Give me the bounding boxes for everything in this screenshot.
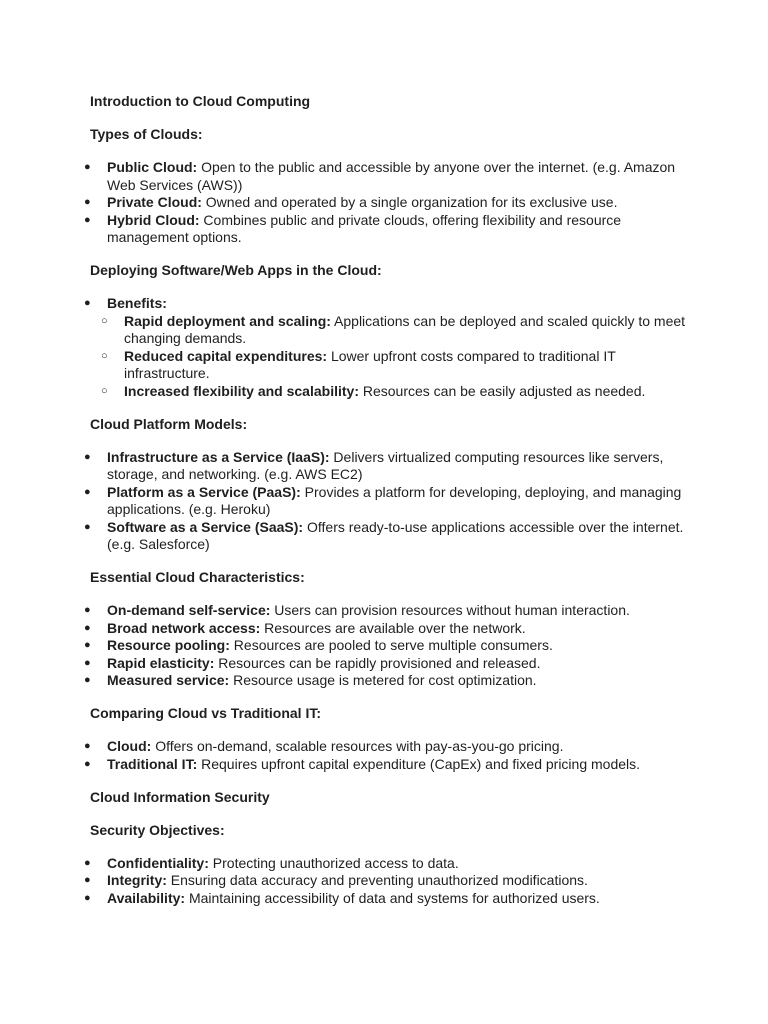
item-term: Measured service:: [107, 672, 230, 688]
item-text: Ensuring data accuracy and preventing unauthorized modifications.: [166, 872, 588, 888]
list-item: [90, 872, 690, 890]
item-text: Maintaining accessibility of data and systems for authorized users.: [185, 889, 600, 906]
characteristics-list: [90, 602, 690, 690]
list-item: [90, 212, 690, 247]
list-item: [90, 519, 690, 554]
document-title: Introduction to Cloud Computing: [90, 93, 311, 109]
item-text: Resources can be rapidly provisioned and released.: [214, 654, 541, 671]
item-term: Cloud:: [107, 738, 152, 754]
list-item: [90, 756, 690, 774]
item-term: Availability:: [107, 889, 186, 906]
item-text: Owned and operated by a single organization for its exclusive use.: [201, 194, 618, 210]
list-item: [90, 620, 690, 638]
security-title: Cloud Information Security: [90, 788, 270, 805]
list-item: [90, 295, 690, 313]
section-heading-platform-models: Cloud Platform Models:: [90, 415, 248, 432]
item-text: Offers ready-to-use applications accessible over the internet. (e.g. Salesforce): [107, 518, 684, 552]
item-text: Open to the public and accessible by anyone over the internet. (e.g. Amazon Web Services (AWS)): [107, 159, 676, 193]
sub-list-item: [90, 348, 690, 383]
list-item: [90, 602, 690, 620]
item-term: Integrity:: [107, 872, 167, 888]
item-text: Requires upfront capital expenditure (CapEx) and fixed pricing models.: [197, 755, 641, 772]
section-heading-types-of-clouds: Types of Clouds:: [90, 126, 203, 142]
item-term: Broad network access:: [107, 619, 261, 636]
item-term: Confidentiality:: [107, 854, 209, 871]
section-heading-characteristics: Essential Cloud Characteristics:: [90, 569, 305, 585]
item-text: Offers on-demand, scalable resources with pay-as-you-go pricing.: [151, 738, 564, 754]
item-term: Rapid deployment and scaling:: [124, 312, 331, 329]
types-of-clouds-list: [90, 159, 690, 247]
security-objectives-list: [90, 855, 690, 908]
item-term: Resource pooling:: [107, 637, 230, 653]
item-text: Applications can be deployed and scaled quickly to meet changing demands.: [124, 312, 686, 346]
section-heading-deploying: Deploying Software/Web Apps in the Cloud:: [90, 262, 382, 278]
item-term: Traditional IT:: [107, 755, 198, 772]
item-term: Platform as a Service (PaaS):: [107, 483, 301, 500]
item-term: Hybrid Cloud:: [107, 211, 200, 228]
item-text: Resource usage is metered for cost optimization.: [229, 672, 537, 688]
item-text: Delivers virtualized computing resources like servers, storage, and networking. (e.g. AWS EC2): [107, 448, 664, 482]
list-item: [90, 672, 690, 690]
list-item: [90, 855, 690, 873]
list-item: [90, 449, 690, 484]
item-term: Increased flexibility and scalability:: [124, 382, 359, 399]
section-heading-comparing: Comparing Cloud vs Traditional IT:: [90, 705, 322, 721]
item-text: Resources are pooled to serve multiple consumers.: [229, 637, 553, 653]
deploying-list: [90, 295, 690, 313]
item-text: Protecting unauthorized access to data.: [208, 854, 459, 871]
list-item: [90, 484, 690, 519]
comparing-list: [90, 738, 690, 773]
sub-list-item: [90, 383, 690, 401]
item-term: Public Cloud:: [107, 159, 198, 175]
item-term: Benefits:: [107, 295, 167, 311]
item-text: Lower upfront costs compared to traditional IT infrastructure.: [124, 347, 616, 381]
item-term: Software as a Service (SaaS):: [107, 518, 304, 535]
item-text: Resources can be easily adjusted as needed.: [358, 382, 646, 399]
item-text: Provides a platform for developing, deploying, and managing applications. (e.g. Heroku): [107, 483, 682, 517]
list-item: [90, 194, 690, 212]
sub-list-item: [90, 313, 690, 348]
platform-models-list: [90, 449, 690, 554]
list-item: [90, 738, 690, 756]
item-term: On-demand self-service:: [107, 602, 271, 618]
item-term: Private Cloud:: [107, 194, 202, 210]
document-body: [90, 93, 690, 907]
item-term: Rapid elasticity:: [107, 654, 215, 671]
list-item: [90, 159, 690, 194]
list-item: [90, 637, 690, 655]
item-text: Users can provision resources without human interaction.: [270, 602, 630, 618]
list-item: [90, 655, 690, 673]
section-heading-security-objectives: Security Objectives:: [90, 821, 225, 838]
item-term: Reduced capital expenditures:: [124, 347, 328, 364]
item-text: Combines public and private clouds, offering flexibility and resource management options.: [107, 211, 622, 245]
item-text: Resources are available over the network.: [260, 619, 526, 636]
benefits-sublist: [90, 313, 690, 401]
list-item: [90, 890, 690, 908]
item-term: Infrastructure as a Service (IaaS):: [107, 448, 330, 465]
